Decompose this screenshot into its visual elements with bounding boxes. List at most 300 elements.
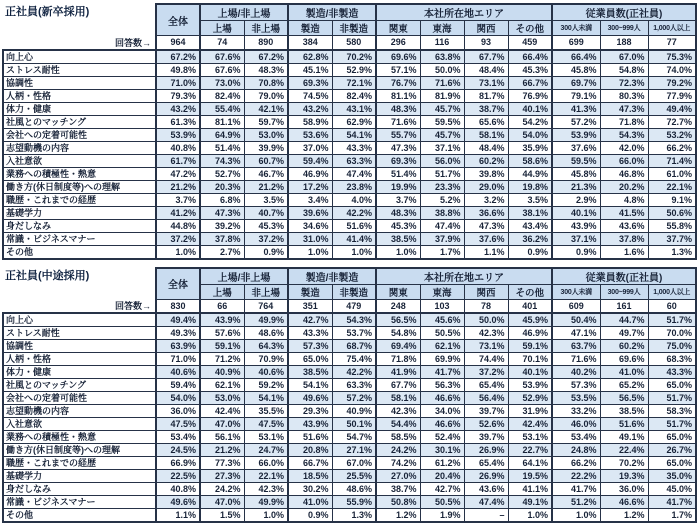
respondent-count: 384 bbox=[288, 36, 332, 50]
table-row bbox=[3, 392, 696, 405]
value-cell: 42.7% bbox=[288, 313, 332, 327]
value-cell: 21.2% bbox=[200, 444, 244, 457]
value-cell: 26.9% bbox=[464, 470, 508, 483]
value-cell: 73.1% bbox=[464, 76, 508, 89]
value-cell: 70.2% bbox=[600, 457, 648, 470]
table-row bbox=[3, 509, 696, 523]
value-cell: 50.0% bbox=[464, 313, 508, 327]
value-cell: 22.7% bbox=[508, 444, 552, 457]
respondent-count: 479 bbox=[332, 299, 376, 313]
column-header: 製造 bbox=[288, 284, 332, 299]
column-header: 関西 bbox=[464, 21, 508, 36]
value-cell: 51.7% bbox=[648, 392, 696, 405]
value-cell: 57.2% bbox=[332, 392, 376, 405]
table-row bbox=[3, 89, 696, 102]
value-cell: 66.7% bbox=[508, 76, 552, 89]
value-cell: 40.1% bbox=[552, 206, 600, 219]
value-cell: 22.1% bbox=[244, 470, 288, 483]
value-cell: 53.9% bbox=[552, 128, 600, 141]
value-cell: 50.1% bbox=[332, 418, 376, 431]
value-cell: 1.7% bbox=[648, 509, 696, 523]
row-label: 基礎学力 bbox=[3, 206, 156, 219]
value-cell: 1.5% bbox=[200, 509, 244, 523]
value-cell: 58.9% bbox=[288, 115, 332, 128]
value-cell: 37.8% bbox=[200, 232, 244, 245]
value-cell: 31.0% bbox=[288, 232, 332, 245]
value-cell: 45.7% bbox=[420, 128, 464, 141]
value-cell: 48.6% bbox=[244, 327, 288, 340]
respondent-count: 66 bbox=[200, 299, 244, 313]
value-cell: 53.7% bbox=[332, 327, 376, 340]
table-row bbox=[3, 50, 696, 64]
row-label: 向上心 bbox=[3, 50, 156, 64]
value-cell: 51.6% bbox=[332, 219, 376, 232]
value-cell: 40.9% bbox=[332, 405, 376, 418]
table-row bbox=[3, 457, 696, 470]
value-cell: 41.0% bbox=[600, 366, 648, 379]
row-label: 入社意欲 bbox=[3, 154, 156, 167]
value-cell: 62.1% bbox=[200, 379, 244, 392]
value-cell: 63.8% bbox=[420, 50, 464, 64]
respondent-count: 459 bbox=[508, 36, 552, 50]
value-cell: 67.2% bbox=[244, 50, 288, 64]
value-cell: 0.9% bbox=[552, 245, 600, 259]
value-cell: 51.6% bbox=[288, 431, 332, 444]
value-cell: 77.3% bbox=[200, 457, 244, 470]
value-cell: 70.8% bbox=[244, 76, 288, 89]
table-row bbox=[3, 418, 696, 431]
value-cell: 40.1% bbox=[508, 102, 552, 115]
value-cell: 58.5% bbox=[376, 431, 420, 444]
respondent-count: 401 bbox=[508, 299, 552, 313]
column-header: 上場 bbox=[200, 21, 244, 36]
value-cell: 2.7% bbox=[200, 245, 244, 259]
column-header: 東海 bbox=[420, 21, 464, 36]
column-group-listed: 上場/非上場 bbox=[200, 4, 288, 21]
table-header bbox=[3, 268, 696, 300]
value-cell: 45.7% bbox=[420, 102, 464, 115]
value-cell: 63.9% bbox=[156, 340, 200, 353]
value-cell: 53.0% bbox=[244, 128, 288, 141]
value-cell: 47.3% bbox=[464, 219, 508, 232]
column-group-employees: 従業員数(正社員) bbox=[552, 268, 696, 285]
value-cell: 59.1% bbox=[508, 340, 552, 353]
value-cell: 65.4% bbox=[464, 379, 508, 392]
column-header: 製造 bbox=[288, 21, 332, 36]
row-label: 人柄・性格 bbox=[3, 89, 156, 102]
row-label: 身だしなみ bbox=[3, 219, 156, 232]
value-cell: 58.3% bbox=[648, 405, 696, 418]
value-cell: 54.1% bbox=[244, 392, 288, 405]
value-cell: 79.2% bbox=[648, 76, 696, 89]
row-label: 入社意欲 bbox=[3, 418, 156, 431]
value-cell: 68.7% bbox=[332, 340, 376, 353]
value-cell: 69.3% bbox=[376, 154, 420, 167]
value-cell: 31.9% bbox=[508, 405, 552, 418]
value-cell: 57.3% bbox=[552, 379, 600, 392]
column-header: 非製造 bbox=[332, 21, 376, 36]
value-cell: 38.7% bbox=[464, 102, 508, 115]
value-cell: 58.6% bbox=[508, 154, 552, 167]
value-cell: 53.4% bbox=[156, 431, 200, 444]
value-cell: 71.0% bbox=[156, 76, 200, 89]
shinsotsu-table bbox=[2, 3, 697, 260]
value-cell: 3.5% bbox=[244, 193, 288, 206]
value-cell: 22.4% bbox=[600, 444, 648, 457]
value-cell: 19.8% bbox=[508, 180, 552, 193]
value-cell: 48.3% bbox=[376, 206, 420, 219]
value-cell: 49.6% bbox=[288, 392, 332, 405]
value-cell: 34.0% bbox=[420, 405, 464, 418]
value-cell: 54.1% bbox=[288, 379, 332, 392]
value-cell: 42.4% bbox=[508, 418, 552, 431]
value-cell: 67.6% bbox=[200, 50, 244, 64]
value-cell: 75.3% bbox=[648, 50, 696, 64]
table-title: 正社員(新卒採用) bbox=[3, 4, 155, 19]
value-cell: 5.2% bbox=[420, 193, 464, 206]
value-cell: 73.1% bbox=[464, 340, 508, 353]
value-cell: 48.4% bbox=[464, 141, 508, 154]
value-cell: 68.3% bbox=[648, 353, 696, 366]
table-row bbox=[3, 245, 696, 259]
value-cell: 55.7% bbox=[376, 128, 420, 141]
value-cell: 63.3% bbox=[332, 379, 376, 392]
value-cell: 64.1% bbox=[508, 457, 552, 470]
value-cell: 37.6% bbox=[552, 141, 600, 154]
respondent-count: 103 bbox=[420, 299, 464, 313]
value-cell: 71.2% bbox=[200, 353, 244, 366]
value-cell: 40.2% bbox=[552, 366, 600, 379]
value-cell: 0.9% bbox=[508, 245, 552, 259]
value-cell: 51.7% bbox=[648, 418, 696, 431]
value-cell: 42.1% bbox=[244, 102, 288, 115]
value-cell: 69.3% bbox=[288, 76, 332, 89]
value-cell: 1.3% bbox=[648, 245, 696, 259]
table-body bbox=[3, 50, 696, 259]
value-cell: 23.8% bbox=[332, 180, 376, 193]
value-cell: 47.1% bbox=[552, 327, 600, 340]
value-cell: 54.2% bbox=[508, 115, 552, 128]
value-cell: 1.3% bbox=[332, 509, 376, 523]
value-cell: 57.1% bbox=[376, 63, 420, 76]
value-cell: 64.9% bbox=[200, 128, 244, 141]
table-row bbox=[3, 141, 696, 154]
value-cell: 45.6% bbox=[420, 313, 464, 327]
row-label: ストレス耐性 bbox=[3, 63, 156, 76]
value-cell: 81.1% bbox=[200, 115, 244, 128]
row-label: ストレス耐性 bbox=[3, 327, 156, 340]
value-cell: 61.3% bbox=[156, 115, 200, 128]
value-cell: 43.3% bbox=[332, 141, 376, 154]
value-cell: 1.7% bbox=[420, 245, 464, 259]
value-cell: 72.1% bbox=[332, 76, 376, 89]
column-header: 300~999人 bbox=[600, 21, 648, 36]
value-cell: 43.9% bbox=[552, 219, 600, 232]
respondent-count: 296 bbox=[376, 36, 420, 50]
respondent-count: 351 bbox=[288, 299, 332, 313]
value-cell: 74.0% bbox=[648, 63, 696, 76]
value-cell: 69.6% bbox=[600, 353, 648, 366]
table-row bbox=[3, 76, 696, 89]
value-cell: 37.2% bbox=[464, 366, 508, 379]
value-cell: 66.7% bbox=[288, 457, 332, 470]
column-header: 関西 bbox=[464, 284, 508, 299]
value-cell: 58.1% bbox=[464, 128, 508, 141]
value-cell: 1.0% bbox=[508, 509, 552, 523]
value-cell: 21.3% bbox=[552, 180, 600, 193]
value-cell: 1.9% bbox=[420, 509, 464, 523]
row-label: 志望動機の内容 bbox=[3, 405, 156, 418]
value-cell: 19.5% bbox=[508, 470, 552, 483]
table-row bbox=[3, 154, 696, 167]
value-cell: 74.3% bbox=[200, 154, 244, 167]
table-row bbox=[3, 327, 696, 340]
value-cell: 67.2% bbox=[156, 50, 200, 64]
value-cell: 74.5% bbox=[288, 89, 332, 102]
value-cell: 26.7% bbox=[648, 444, 696, 457]
value-cell: 53.4% bbox=[552, 431, 600, 444]
value-cell: 54.8% bbox=[376, 327, 420, 340]
value-cell: 80.3% bbox=[600, 89, 648, 102]
value-cell: 24.5% bbox=[156, 444, 200, 457]
value-cell: 0.9% bbox=[244, 245, 288, 259]
value-cell: 22.5% bbox=[156, 470, 200, 483]
value-cell: 56.4% bbox=[464, 392, 508, 405]
value-cell: 23.3% bbox=[420, 180, 464, 193]
value-cell: 55.4% bbox=[200, 102, 244, 115]
value-cell: 50.0% bbox=[420, 63, 464, 76]
respondent-count: 890 bbox=[244, 36, 288, 50]
row-label: 体力・健康 bbox=[3, 366, 156, 379]
value-cell: 39.7% bbox=[464, 431, 508, 444]
value-cell: 76.9% bbox=[508, 89, 552, 102]
value-cell: 37.1% bbox=[420, 141, 464, 154]
value-cell: 41.3% bbox=[552, 102, 600, 115]
value-cell: 27.1% bbox=[332, 444, 376, 457]
value-cell: 22.1% bbox=[648, 180, 696, 193]
value-cell: 46.0% bbox=[552, 418, 600, 431]
table-row bbox=[3, 366, 696, 379]
row-label: 基礎学力 bbox=[3, 470, 156, 483]
value-cell: 70.0% bbox=[648, 327, 696, 340]
value-cell: 22.2% bbox=[552, 470, 600, 483]
value-cell: 69.4% bbox=[376, 340, 420, 353]
row-label: 働き方(休日制度等)への理解 bbox=[3, 444, 156, 457]
value-cell: 38.1% bbox=[508, 206, 552, 219]
value-cell: 47.3% bbox=[600, 102, 648, 115]
value-cell: 34.6% bbox=[288, 219, 332, 232]
value-cell: 6.8% bbox=[200, 193, 244, 206]
value-cell: 59.2% bbox=[244, 379, 288, 392]
value-cell: 38.5% bbox=[600, 405, 648, 418]
value-cell: 4.8% bbox=[600, 193, 648, 206]
value-cell: 24.7% bbox=[244, 444, 288, 457]
value-cell: 71.6% bbox=[552, 353, 600, 366]
value-cell: 66.9% bbox=[156, 457, 200, 470]
value-cell: 42.3% bbox=[376, 405, 420, 418]
table-row bbox=[3, 431, 696, 444]
value-cell: 54.7% bbox=[332, 431, 376, 444]
value-cell: 30.1% bbox=[420, 444, 464, 457]
value-cell: 45.1% bbox=[288, 63, 332, 76]
row-label: 協調性 bbox=[3, 76, 156, 89]
value-cell: 36.2% bbox=[508, 232, 552, 245]
value-cell: 3.7% bbox=[156, 193, 200, 206]
value-cell: 39.7% bbox=[464, 405, 508, 418]
value-cell: 46.9% bbox=[288, 167, 332, 180]
value-cell: 1.2% bbox=[600, 509, 648, 523]
value-cell: 42.2% bbox=[332, 366, 376, 379]
value-cell: 21.2% bbox=[244, 180, 288, 193]
value-cell: 43.9% bbox=[288, 418, 332, 431]
value-cell: 81.9% bbox=[420, 89, 464, 102]
value-cell: 43.3% bbox=[648, 366, 696, 379]
value-cell: 66.2% bbox=[552, 457, 600, 470]
value-cell: 65.4% bbox=[464, 457, 508, 470]
value-cell: 54.8% bbox=[600, 63, 648, 76]
value-cell: 36.0% bbox=[600, 483, 648, 496]
value-cell: 56.1% bbox=[200, 431, 244, 444]
value-cell: 39.9% bbox=[244, 141, 288, 154]
value-cell: 59.4% bbox=[156, 379, 200, 392]
value-cell: 43.4% bbox=[508, 219, 552, 232]
value-cell: 43.9% bbox=[200, 313, 244, 327]
value-cell: 56.0% bbox=[420, 154, 464, 167]
value-cell: 47.3% bbox=[200, 206, 244, 219]
column-header: 関東 bbox=[376, 284, 420, 299]
value-cell: 18.5% bbox=[288, 470, 332, 483]
value-cell: 46.6% bbox=[420, 392, 464, 405]
row-label: 社風とのマッチング bbox=[3, 379, 156, 392]
respondent-count: 60 bbox=[648, 299, 696, 313]
value-cell: 71.6% bbox=[376, 115, 420, 128]
value-cell: 59.5% bbox=[420, 115, 464, 128]
value-cell: 52.9% bbox=[332, 63, 376, 76]
table-row bbox=[3, 102, 696, 115]
column-header: 東海 bbox=[420, 284, 464, 299]
value-cell: 49.9% bbox=[244, 313, 288, 327]
column-group-employees: 従業員数(正社員) bbox=[552, 4, 696, 21]
value-cell: 45.3% bbox=[244, 219, 288, 232]
value-cell: 47.2% bbox=[156, 167, 200, 180]
column-header: 300~999人 bbox=[600, 284, 648, 299]
value-cell: 37.9% bbox=[420, 232, 464, 245]
value-cell: 52.4% bbox=[420, 431, 464, 444]
value-cell: 66.4% bbox=[552, 50, 600, 64]
value-cell: 52.6% bbox=[464, 418, 508, 431]
value-cell: 19.3% bbox=[600, 470, 648, 483]
value-cell: 69.7% bbox=[552, 76, 600, 89]
value-cell: 47.5% bbox=[156, 418, 200, 431]
value-cell: – bbox=[464, 509, 508, 523]
value-cell: 46.7% bbox=[244, 167, 288, 180]
value-cell: 56.3% bbox=[420, 379, 464, 392]
value-cell: 70.1% bbox=[508, 353, 552, 366]
respondent-count: 77 bbox=[648, 36, 696, 50]
value-cell: 63.3% bbox=[332, 154, 376, 167]
value-cell: 70.2% bbox=[332, 50, 376, 64]
column-header-overall: 全体 bbox=[156, 268, 200, 300]
value-cell: 61.0% bbox=[648, 167, 696, 180]
respondent-count: 74 bbox=[200, 36, 244, 50]
value-cell: 1.6% bbox=[600, 245, 648, 259]
value-cell: 41.2% bbox=[156, 206, 200, 219]
table-row bbox=[3, 379, 696, 392]
value-cell: 40.1% bbox=[508, 366, 552, 379]
value-cell: 47.4% bbox=[332, 167, 376, 180]
value-cell: 56.5% bbox=[376, 313, 420, 327]
value-cell: 79.0% bbox=[244, 89, 288, 102]
respondent-count: 699 bbox=[552, 36, 600, 50]
value-cell: 45.8% bbox=[552, 167, 600, 180]
column-header: その他 bbox=[508, 284, 552, 299]
value-cell: 40.7% bbox=[244, 206, 288, 219]
row-label: 職歴・これまでの経歴 bbox=[3, 457, 156, 470]
value-cell: 79.3% bbox=[156, 89, 200, 102]
value-cell: 33.2% bbox=[552, 405, 600, 418]
respondent-count-label: 回答数→ bbox=[3, 36, 156, 50]
value-cell: 44.8% bbox=[156, 219, 200, 232]
value-cell: 42.2% bbox=[332, 206, 376, 219]
value-cell: 37.2% bbox=[244, 232, 288, 245]
value-cell: 67.0% bbox=[600, 50, 648, 64]
value-cell: 42.3% bbox=[464, 327, 508, 340]
value-cell: 54.0% bbox=[508, 128, 552, 141]
column-header: 非上場 bbox=[244, 21, 288, 36]
value-cell: 53.9% bbox=[508, 379, 552, 392]
table-row bbox=[3, 405, 696, 418]
value-cell: 74.4% bbox=[464, 353, 508, 366]
value-cell: 40.6% bbox=[244, 366, 288, 379]
value-cell: 40.9% bbox=[200, 366, 244, 379]
value-cell: 20.2% bbox=[600, 180, 648, 193]
value-cell: 50.6% bbox=[648, 206, 696, 219]
value-cell: 45.8% bbox=[552, 63, 600, 76]
value-cell: 41.9% bbox=[376, 366, 420, 379]
row-label: 身だしなみ bbox=[3, 483, 156, 496]
row-label: 常識・ビジネスマナー bbox=[3, 232, 156, 245]
value-cell: 1.2% bbox=[376, 509, 420, 523]
value-cell: 46.9% bbox=[508, 327, 552, 340]
value-cell: 38.5% bbox=[376, 232, 420, 245]
value-cell: 53.6% bbox=[288, 128, 332, 141]
value-cell: 51.4% bbox=[200, 141, 244, 154]
value-cell: 51.6% bbox=[600, 418, 648, 431]
value-cell: 51.7% bbox=[420, 167, 464, 180]
value-cell: 3.5% bbox=[508, 193, 552, 206]
value-cell: 48.3% bbox=[376, 102, 420, 115]
value-cell: 20.3% bbox=[200, 180, 244, 193]
respondent-count: 580 bbox=[332, 36, 376, 50]
value-cell: 29.0% bbox=[464, 180, 508, 193]
chuto-table bbox=[2, 267, 697, 523]
corner-cell bbox=[3, 4, 156, 36]
table-row bbox=[3, 470, 696, 483]
value-cell: 39.2% bbox=[200, 219, 244, 232]
value-cell: 43.2% bbox=[156, 102, 200, 115]
value-cell: 71.4% bbox=[648, 154, 696, 167]
respondent-row bbox=[3, 36, 696, 50]
table-body bbox=[3, 313, 696, 522]
value-cell: 40.8% bbox=[156, 483, 200, 496]
value-cell: 50.5% bbox=[420, 327, 464, 340]
table-header bbox=[3, 4, 696, 36]
table-row bbox=[3, 444, 696, 457]
table-row bbox=[3, 353, 696, 366]
row-label: 体力・健康 bbox=[3, 102, 156, 115]
value-cell: 42.7% bbox=[420, 483, 464, 496]
value-cell: 43.1% bbox=[332, 102, 376, 115]
